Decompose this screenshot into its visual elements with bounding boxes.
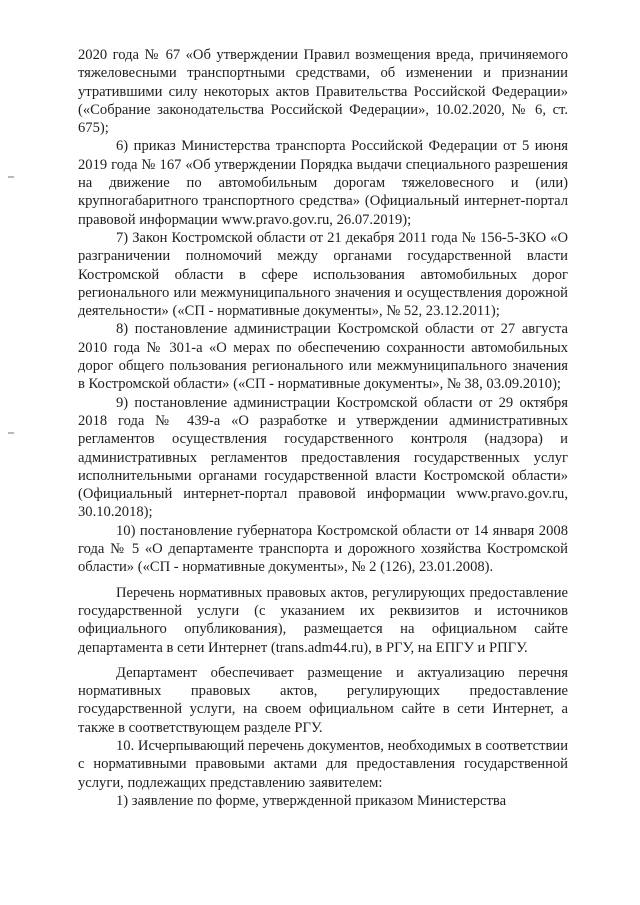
paragraph-item-6: 6) приказ Министерства транспорта Российской Федерации от 5 июня 2019 года № 167 «Об утверждении Порядка выдачи специального разрешения на движение по автомобильным дорогам тяжеловесного и (или) крупногабаритного транспортного средства» (Официальный интернет-портал правовой информации www.pravo.gov.ru, 26.07.2019); bbox=[78, 138, 568, 228]
paragraph-item-8: 8) постановление администрации Костромской области от 27 августа 2010 года № 301-а «О мерах по обеспечению сохранности автомобильных дорог общего пользования регионального или межмуниципального значения в Костромской области» («СП - нормативные документы», № 38, 03.09.2010); bbox=[78, 321, 568, 393]
paragraph-section-10: 10. Исчерпывающий перечень документов, необходимых в соответствии с нормативными правовыми актами для предоставления государственной услуги, подлежащих представлению заявителем: bbox=[78, 737, 568, 791]
margin-mark bbox=[8, 176, 14, 178]
paragraph-list-update: Департамент обеспечивает размещение и актуализацию перечня нормативных правовых актов, регулирующих предоставление государственной услуги, на своем официальном сайте в сети Интернет, а также в соответствующем разделе РГУ. bbox=[78, 664, 568, 736]
paragraph-item-7: 7) Закон Костромской области от 21 декабря 2011 года № 156-5-ЗКО «О разграничении полномочий между органами государственной власти Костромской области в сфере использования автомобильных дорог регионального или межмуниципального значения и осуществления дорожной деятельности» («СП - нормативные документы», № 52, 23.12.2011); bbox=[78, 229, 568, 320]
margin-mark bbox=[8, 432, 14, 434]
paragraph-list-publication: Перечень нормативных правовых актов, регулирующих предоставление государственной услуги (с указанием их реквизитов и источников официального опубликования), размещается на официальном сайте департамента в сети Интернет (trans.adm44.ru), в РГУ, на ЕПГУ и РПГУ. bbox=[78, 584, 568, 656]
paragraph-item-9: 9) постановление администрации Костромской области от 29 октября 2018 года № 439-а «О разработке и утверждении административных регламентов осуществления государственного контроля (надзора) и административных регламентов предоставления государственных услуг исполнительными органами государственной власти Костромской области» (Официальный интернет-портал правовой информации www.pravo.gov.ru, 30.10.2018); bbox=[78, 394, 568, 521]
document-body bbox=[78, 46, 568, 810]
paragraph-sub-item-1: 1) заявление по форме, утвержденной приказом Министерства bbox=[116, 792, 507, 809]
paragraph-item-10: 10) постановление губернатора Костромской области от 14 января 2008 года № 5 «О департаменте транспорта и дорожного хозяйства Костромской области» («СП - нормативные документы», № 2 (126), 23.01.2008). bbox=[78, 522, 568, 576]
paragraph-continuation: 2020 года № 67 «Об утверждении Правил возмещения вреда, причиняемого тяжеловесными транспортными средствами, об изменении и признании утратившими силу некоторых актов Правительства Российской Федерации» («Собрание законодательства Российской Федерации», 10.02.2020, № 6, ст. 675); bbox=[78, 47, 568, 137]
